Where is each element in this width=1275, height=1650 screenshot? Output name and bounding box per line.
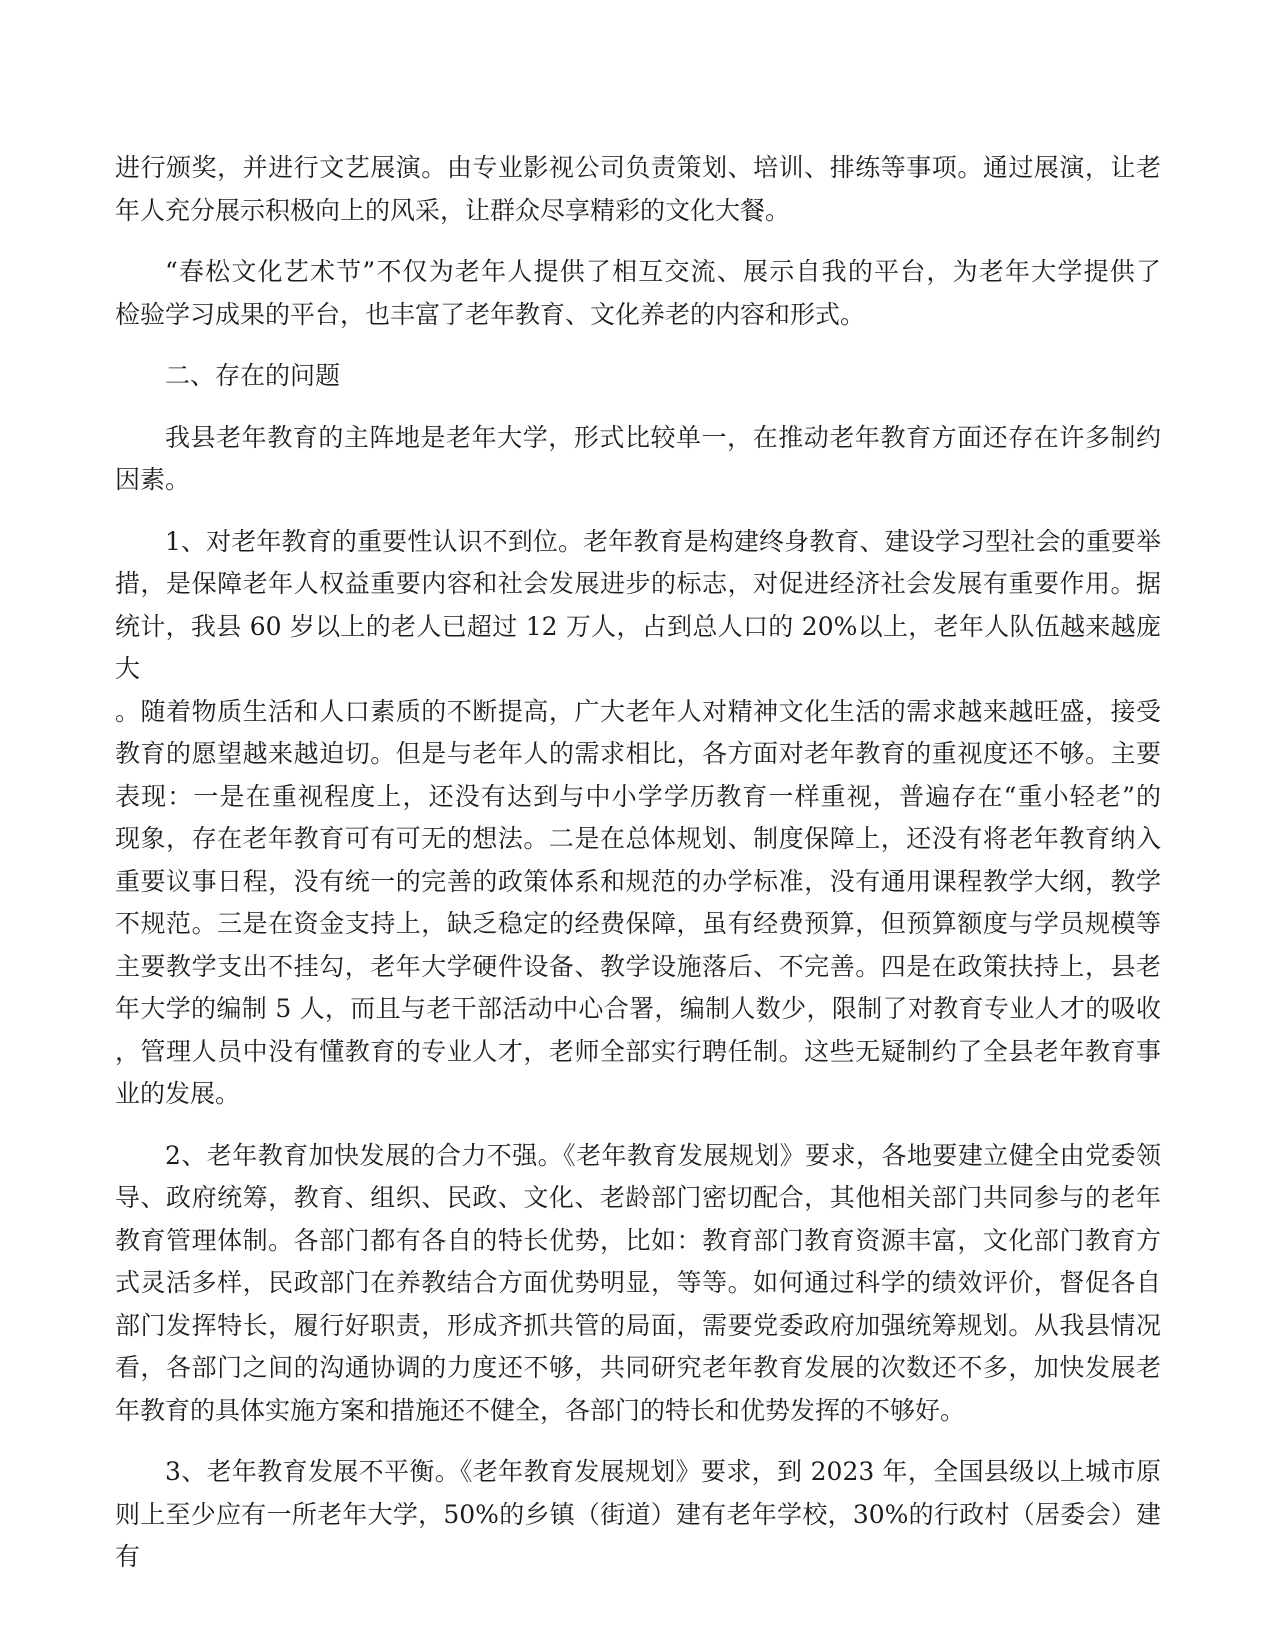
text-line: 导、政府统筹，教育、组织、民政、文化、老龄部门密切配合，其他相关部门共同参与的老年: [115, 1183, 1161, 1212]
paragraph: [115, 147, 1161, 232]
text-line: 教育的愿望越来越迫切。但是与老年人的需求相比，各方面对老年教育的重视度还不够。主要: [115, 739, 1161, 768]
text-line: 业的发展。: [115, 1079, 241, 1108]
text-line: “春松文化艺术节”不仅为老年人提供了相互交流、展示自我的平台，为老年大学提供了: [165, 257, 1161, 286]
text-line: 表现：一是在重视程度上，还没有达到与中小学学历教育一样重视，普遍存在“重小轻老”的: [115, 781, 1161, 811]
text-line: 我县老年教育的主阵地是老年大学，形式比较单一，在推动老年教育方面还存在许多制约: [165, 422, 1161, 452]
paragraph: [115, 251, 1161, 336]
text-line: 重要议事日程，没有统一的完善的政策体系和规范的办学标准，没有通用课程教学大纲，教学: [115, 866, 1161, 896]
text-line: 年人充分展示积极向上的风采，让群众尽享精彩的文化大餐。: [115, 195, 791, 225]
text-line: 现象，存在老年教育可有可无的想法。二是在总体规划、制度保障上，还没有将老年教育纳入: [115, 824, 1161, 853]
text-line: 部门发挥特长，履行好职责，形成齐抓共管的局面，需要党委政府加强统筹规划。从我县情况: [115, 1310, 1161, 1340]
text-line: 2、老年教育加快发展的合力不强。《老年教育发展规划》要求，各地要建立健全由党委领: [165, 1140, 1161, 1170]
text-line: 检验学习成果的平台，也丰富了老年教育、文化养老的内容和形式。: [115, 299, 866, 329]
text-line: 年大学的编制 5 人，而且与老干部活动中心合署，编制人数少，限制了对教育专业人才的吸收: [115, 994, 1161, 1023]
text-line: 。随着物质生活和人口素质的不断提高，广大老年人对精神文化生活的需求越来越旺盛，接受: [115, 696, 1161, 726]
paragraph: [115, 417, 1161, 502]
text-line: 看，各部门之间的沟通协调的力度还不够，共同研究老年教育发展的次数还不多，加快发展老: [115, 1353, 1161, 1382]
text-line: ，管理人员中没有懂教育的专业人才，老师全部实行聘任制。这些无疑制约了全县老年教育事: [115, 1036, 1161, 1066]
text-line: 3、老年教育发展不平衡。《老年教育发展规划》要求，到 2023 年，全国县级以上城市原: [165, 1457, 1161, 1486]
paragraph: [115, 355, 1161, 398]
text-line: 则上至少应有一所老年大学，50%的乡镇（街道）建有老年学校，30%的行政村（居委会）建有: [115, 1499, 1161, 1571]
text-line: 措，是保障老年人权益重要内容和社会发展进步的标志，对促进经济社会发展有重要作用。据: [115, 569, 1161, 598]
text-line: 1、对老年教育的重要性认识不到位。老年教育是构建终身教育、建设学习型社会的重要举: [165, 526, 1161, 556]
paragraph: [115, 1451, 1161, 1579]
text-line: 年教育的具体实施方案和措施还不健全，各部门的特长和优势发挥的不够好。: [115, 1395, 966, 1425]
text-line: 主要教学支出不挂勾，老年大学硬件设备、教学设施落后、不完善。四是在政策扶持上，县老: [115, 951, 1161, 981]
text-line: 进行颁奖，并进行文艺展演。由专业影视公司负责策划、培训、排练等事项。通过展演，让老: [115, 153, 1161, 182]
text-line: 二、存在的问题: [165, 361, 341, 390]
text-line: 因素。: [115, 465, 191, 494]
text-line: 式灵活多样，民政部门在养教结合方面优势明显，等等。如何通过科学的绩效评价，督促各自: [115, 1268, 1161, 1297]
text-line: 统计，我县 60 岁以上的老人已超过 12 万人，占到总人口的 20%以上，老年人队伍越来越庞大: [115, 611, 1161, 683]
document-body: [115, 147, 1161, 1579]
text-line: 不规范。三是在资金支持上，缺乏稳定的经费保障，虽有经费预算，但预算额度与学员规模等: [115, 909, 1161, 938]
paragraph: [115, 521, 1161, 1116]
text-line: 教育管理体制。各部门都有各自的特长优势，比如：教育部门教育资源丰富，文化部门教育方: [115, 1225, 1161, 1255]
paragraph: [115, 1135, 1161, 1433]
